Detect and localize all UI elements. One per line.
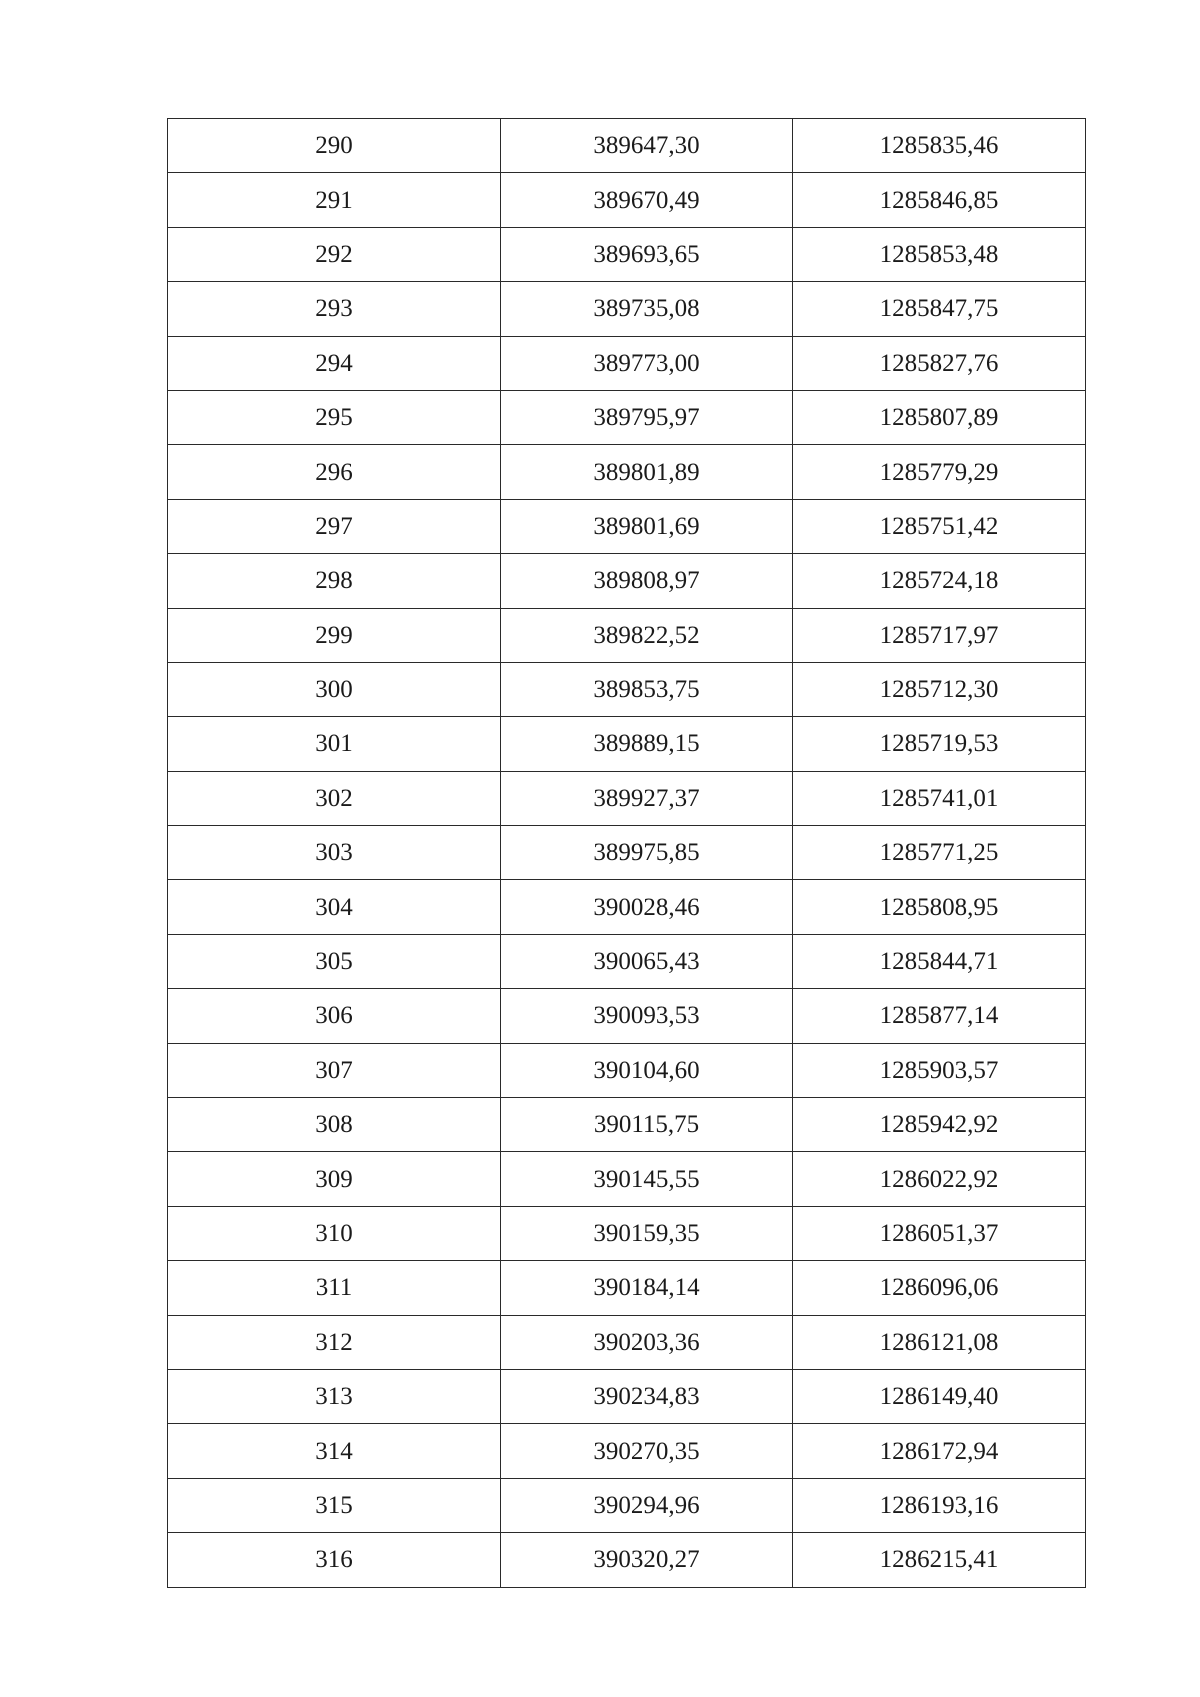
x-coordinate-cell: 390145,55 (501, 1152, 793, 1206)
table-row (168, 989, 1086, 1043)
table-row (168, 717, 1086, 771)
y-coordinate-cell: 1285807,89 (793, 390, 1086, 444)
table-row (168, 1533, 1086, 1587)
table-row (168, 1206, 1086, 1260)
x-coordinate-cell: 389735,08 (501, 282, 793, 336)
y-coordinate-cell: 1285712,30 (793, 662, 1086, 716)
y-coordinate-cell: 1285724,18 (793, 554, 1086, 608)
y-coordinate-cell: 1285719,53 (793, 717, 1086, 771)
y-coordinate-cell: 1285942,92 (793, 1098, 1086, 1152)
x-coordinate-cell: 389889,15 (501, 717, 793, 771)
point-number-cell: 298 (168, 554, 501, 608)
y-coordinate-cell: 1286096,06 (793, 1261, 1086, 1315)
point-number-cell: 301 (168, 717, 501, 771)
point-number-cell: 310 (168, 1206, 501, 1260)
x-coordinate-cell: 390115,75 (501, 1098, 793, 1152)
point-number-cell: 305 (168, 934, 501, 988)
coordinates-table-body (168, 119, 1086, 1588)
y-coordinate-cell: 1286215,41 (793, 1533, 1086, 1587)
table-row (168, 445, 1086, 499)
point-number-cell: 291 (168, 173, 501, 227)
y-coordinate-cell: 1286022,92 (793, 1152, 1086, 1206)
table-row (168, 1098, 1086, 1152)
y-coordinate-cell: 1285835,46 (793, 119, 1086, 173)
x-coordinate-cell: 389808,97 (501, 554, 793, 608)
y-coordinate-cell: 1286149,40 (793, 1369, 1086, 1423)
table-row (168, 499, 1086, 553)
coordinates-table (167, 118, 1086, 1588)
table-row (168, 336, 1086, 390)
point-number-cell: 294 (168, 336, 501, 390)
y-coordinate-cell: 1286051,37 (793, 1206, 1086, 1260)
x-coordinate-cell: 390093,53 (501, 989, 793, 1043)
x-coordinate-cell: 389822,52 (501, 608, 793, 662)
y-coordinate-cell: 1285808,95 (793, 880, 1086, 934)
x-coordinate-cell: 389853,75 (501, 662, 793, 716)
y-coordinate-cell: 1285771,25 (793, 826, 1086, 880)
point-number-cell: 309 (168, 1152, 501, 1206)
x-coordinate-cell: 389801,89 (501, 445, 793, 499)
y-coordinate-cell: 1285741,01 (793, 771, 1086, 825)
x-coordinate-cell: 389773,00 (501, 336, 793, 390)
point-number-cell: 311 (168, 1261, 501, 1315)
table-row (168, 1152, 1086, 1206)
point-number-cell: 303 (168, 826, 501, 880)
point-number-cell: 316 (168, 1533, 501, 1587)
point-number-cell: 290 (168, 119, 501, 173)
x-coordinate-cell: 390320,27 (501, 1533, 793, 1587)
x-coordinate-cell: 389670,49 (501, 173, 793, 227)
table-row (168, 1315, 1086, 1369)
y-coordinate-cell: 1285751,42 (793, 499, 1086, 553)
table-row (168, 282, 1086, 336)
table-row (168, 554, 1086, 608)
x-coordinate-cell: 390104,60 (501, 1043, 793, 1097)
table-row (168, 880, 1086, 934)
table-row (168, 1424, 1086, 1478)
point-number-cell: 302 (168, 771, 501, 825)
point-number-cell: 297 (168, 499, 501, 553)
x-coordinate-cell: 389647,30 (501, 119, 793, 173)
x-coordinate-cell: 389975,85 (501, 826, 793, 880)
y-coordinate-cell: 1286193,16 (793, 1478, 1086, 1532)
y-coordinate-cell: 1285846,85 (793, 173, 1086, 227)
y-coordinate-cell: 1285827,76 (793, 336, 1086, 390)
table-row (168, 1478, 1086, 1532)
y-coordinate-cell: 1285853,48 (793, 227, 1086, 281)
point-number-cell: 313 (168, 1369, 501, 1423)
point-number-cell: 292 (168, 227, 501, 281)
point-number-cell: 312 (168, 1315, 501, 1369)
x-coordinate-cell: 389693,65 (501, 227, 793, 281)
point-number-cell: 307 (168, 1043, 501, 1097)
y-coordinate-cell: 1286121,08 (793, 1315, 1086, 1369)
y-coordinate-cell: 1285717,97 (793, 608, 1086, 662)
table-row (168, 227, 1086, 281)
table-row (168, 1261, 1086, 1315)
y-coordinate-cell: 1285903,57 (793, 1043, 1086, 1097)
y-coordinate-cell: 1285844,71 (793, 934, 1086, 988)
point-number-cell: 306 (168, 989, 501, 1043)
x-coordinate-cell: 389801,69 (501, 499, 793, 553)
x-coordinate-cell: 390203,36 (501, 1315, 793, 1369)
x-coordinate-cell: 389795,97 (501, 390, 793, 444)
point-number-cell: 295 (168, 390, 501, 444)
x-coordinate-cell: 390159,35 (501, 1206, 793, 1260)
x-coordinate-cell: 390184,14 (501, 1261, 793, 1315)
x-coordinate-cell: 390294,96 (501, 1478, 793, 1532)
table-row (168, 608, 1086, 662)
table-row (168, 390, 1086, 444)
y-coordinate-cell: 1285877,14 (793, 989, 1086, 1043)
point-number-cell: 300 (168, 662, 501, 716)
table-row (168, 119, 1086, 173)
table-row (168, 1369, 1086, 1423)
y-coordinate-cell: 1286172,94 (793, 1424, 1086, 1478)
x-coordinate-cell: 390270,35 (501, 1424, 793, 1478)
table-row (168, 826, 1086, 880)
table-row (168, 1043, 1086, 1097)
y-coordinate-cell: 1285779,29 (793, 445, 1086, 499)
table-row (168, 662, 1086, 716)
point-number-cell: 314 (168, 1424, 501, 1478)
x-coordinate-cell: 390065,43 (501, 934, 793, 988)
point-number-cell: 315 (168, 1478, 501, 1532)
point-number-cell: 293 (168, 282, 501, 336)
table-row (168, 934, 1086, 988)
x-coordinate-cell: 390234,83 (501, 1369, 793, 1423)
point-number-cell: 299 (168, 608, 501, 662)
y-coordinate-cell: 1285847,75 (793, 282, 1086, 336)
point-number-cell: 296 (168, 445, 501, 499)
x-coordinate-cell: 390028,46 (501, 880, 793, 934)
x-coordinate-cell: 389927,37 (501, 771, 793, 825)
point-number-cell: 308 (168, 1098, 501, 1152)
table-row (168, 771, 1086, 825)
point-number-cell: 304 (168, 880, 501, 934)
table-row (168, 173, 1086, 227)
